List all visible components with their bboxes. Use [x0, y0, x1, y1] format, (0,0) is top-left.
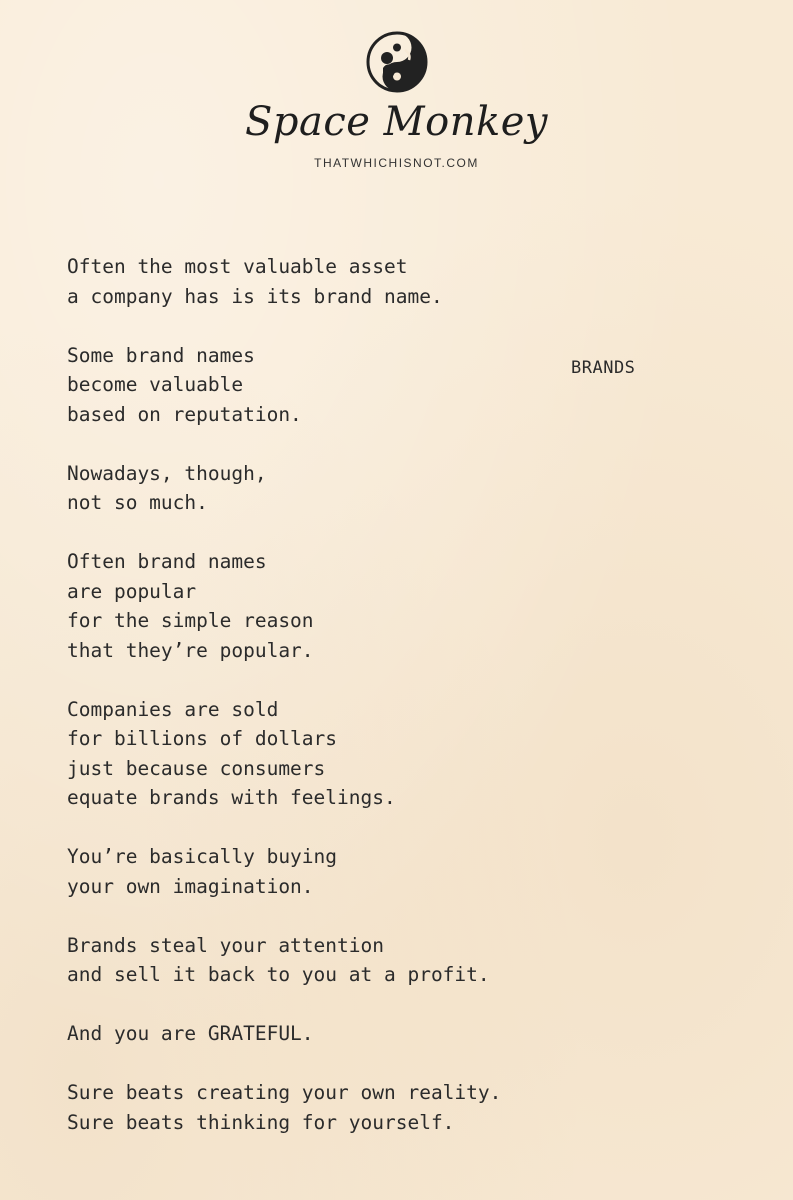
poem-line: that they’re popular.	[67, 638, 314, 662]
poem-stanza	[67, 459, 567, 518]
poem-line: just because consumers	[67, 756, 326, 780]
brand-name: Space Monkey	[245, 99, 548, 145]
poem-line: Companies are sold	[67, 697, 279, 721]
poem-line: Often brand names	[67, 550, 267, 573]
poem-line: Often the most valuable asset	[67, 255, 408, 278]
poem-line: for billions of dollars	[67, 727, 338, 750]
poem-line: You’re basically buying	[67, 845, 338, 868]
poem-line: Some brand names	[67, 343, 255, 367]
poem-stanza	[67, 547, 567, 665]
poem-stanza	[67, 1078, 567, 1137]
poem-stanza	[67, 842, 567, 901]
poem-line: become valuable	[67, 373, 244, 396]
poem-body	[67, 252, 567, 1167]
poem-line: are popular	[67, 579, 197, 603]
poem-stanza	[67, 252, 567, 311]
poem-line: equate brands with feelings.	[67, 786, 396, 809]
poem-line: for the simple reason	[67, 609, 314, 632]
poem-title: BRANDS	[571, 358, 636, 378]
poem-line: Sure beats thinking for yourself.	[67, 1110, 455, 1134]
poem-line: not so much.	[67, 491, 208, 514]
poem-stanza	[67, 931, 567, 990]
poem-line: Nowadays, though,	[67, 461, 267, 485]
poem-line: And you are GRATEFUL.	[67, 1022, 314, 1045]
poem-line: Brands steal your attention	[67, 933, 384, 957]
monkey-yin-yang-icon	[365, 30, 429, 94]
poem-stanza	[67, 1019, 567, 1049]
brand-url: THATWHICHISNOT.COM	[314, 156, 479, 170]
poem-line: based on reputation.	[67, 402, 302, 426]
poem-stanza	[67, 341, 567, 430]
poem-line: your own imagination.	[67, 874, 314, 898]
poem-line: a company has is its brand name.	[67, 284, 443, 308]
poem-stanza	[67, 695, 567, 813]
poem-line: and sell it back to you at a profit.	[67, 963, 490, 986]
poem-line: Sure beats creating your own reality.	[67, 1081, 502, 1104]
site-header	[0, 30, 793, 170]
